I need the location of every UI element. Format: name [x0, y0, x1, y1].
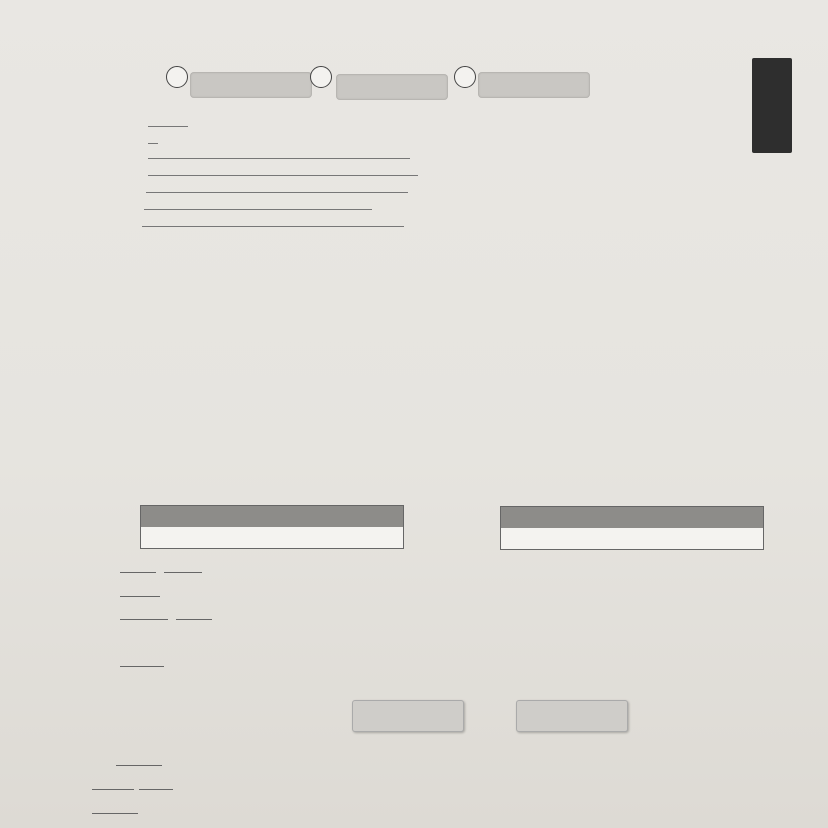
- text-line: [92, 798, 812, 822]
- blank[interactable]: [120, 583, 160, 597]
- question-4: [148, 163, 418, 179]
- answer-line[interactable]: [148, 146, 410, 159]
- blank[interactable]: [92, 776, 134, 790]
- blank[interactable]: [164, 559, 202, 573]
- exercise-15-text: [120, 558, 780, 676]
- ablative-case-table: [140, 505, 404, 549]
- blank[interactable]: [116, 752, 162, 766]
- blank[interactable]: [120, 559, 156, 573]
- answer-line[interactable]: [144, 197, 372, 210]
- question-6: [144, 197, 372, 213]
- question-5: [146, 180, 408, 196]
- text-line: [120, 582, 780, 606]
- table-value: [141, 527, 403, 548]
- question-3: [148, 146, 410, 162]
- text-line: [120, 652, 780, 676]
- text-line: [120, 558, 780, 582]
- table-value: [501, 528, 763, 549]
- section-tab: [752, 58, 792, 153]
- handwritten-answer[interactable]: [148, 129, 158, 144]
- text-line: [92, 774, 812, 798]
- question-1: [148, 112, 188, 126]
- text-line: [120, 629, 780, 653]
- exercise-16-text: [92, 750, 812, 822]
- answer-line[interactable]: [146, 180, 408, 193]
- table-header: [141, 506, 403, 527]
- question-7: [142, 214, 404, 230]
- dative-case-table: [500, 506, 764, 550]
- blank[interactable]: [92, 800, 138, 814]
- handwritten-answer[interactable]: [148, 114, 188, 127]
- answer-line[interactable]: [148, 163, 418, 176]
- blank[interactable]: [176, 606, 212, 620]
- text-line: [92, 750, 812, 774]
- answer-line[interactable]: [142, 214, 404, 227]
- blank[interactable]: [139, 776, 173, 790]
- text-line: [120, 605, 780, 629]
- exercise-number-badge: [166, 66, 188, 88]
- exercise-number-badge: [310, 66, 332, 88]
- word-option-tys[interactable]: [352, 700, 464, 732]
- time-label: [190, 72, 312, 98]
- question-2: [148, 129, 158, 143]
- word-option-zhuyk[interactable]: [516, 700, 628, 732]
- blank[interactable]: [120, 606, 168, 620]
- time-label: [478, 72, 590, 98]
- blank[interactable]: [120, 653, 164, 667]
- exercise-number-badge: [454, 66, 476, 88]
- table-header: [501, 507, 763, 528]
- time-label: [336, 74, 448, 100]
